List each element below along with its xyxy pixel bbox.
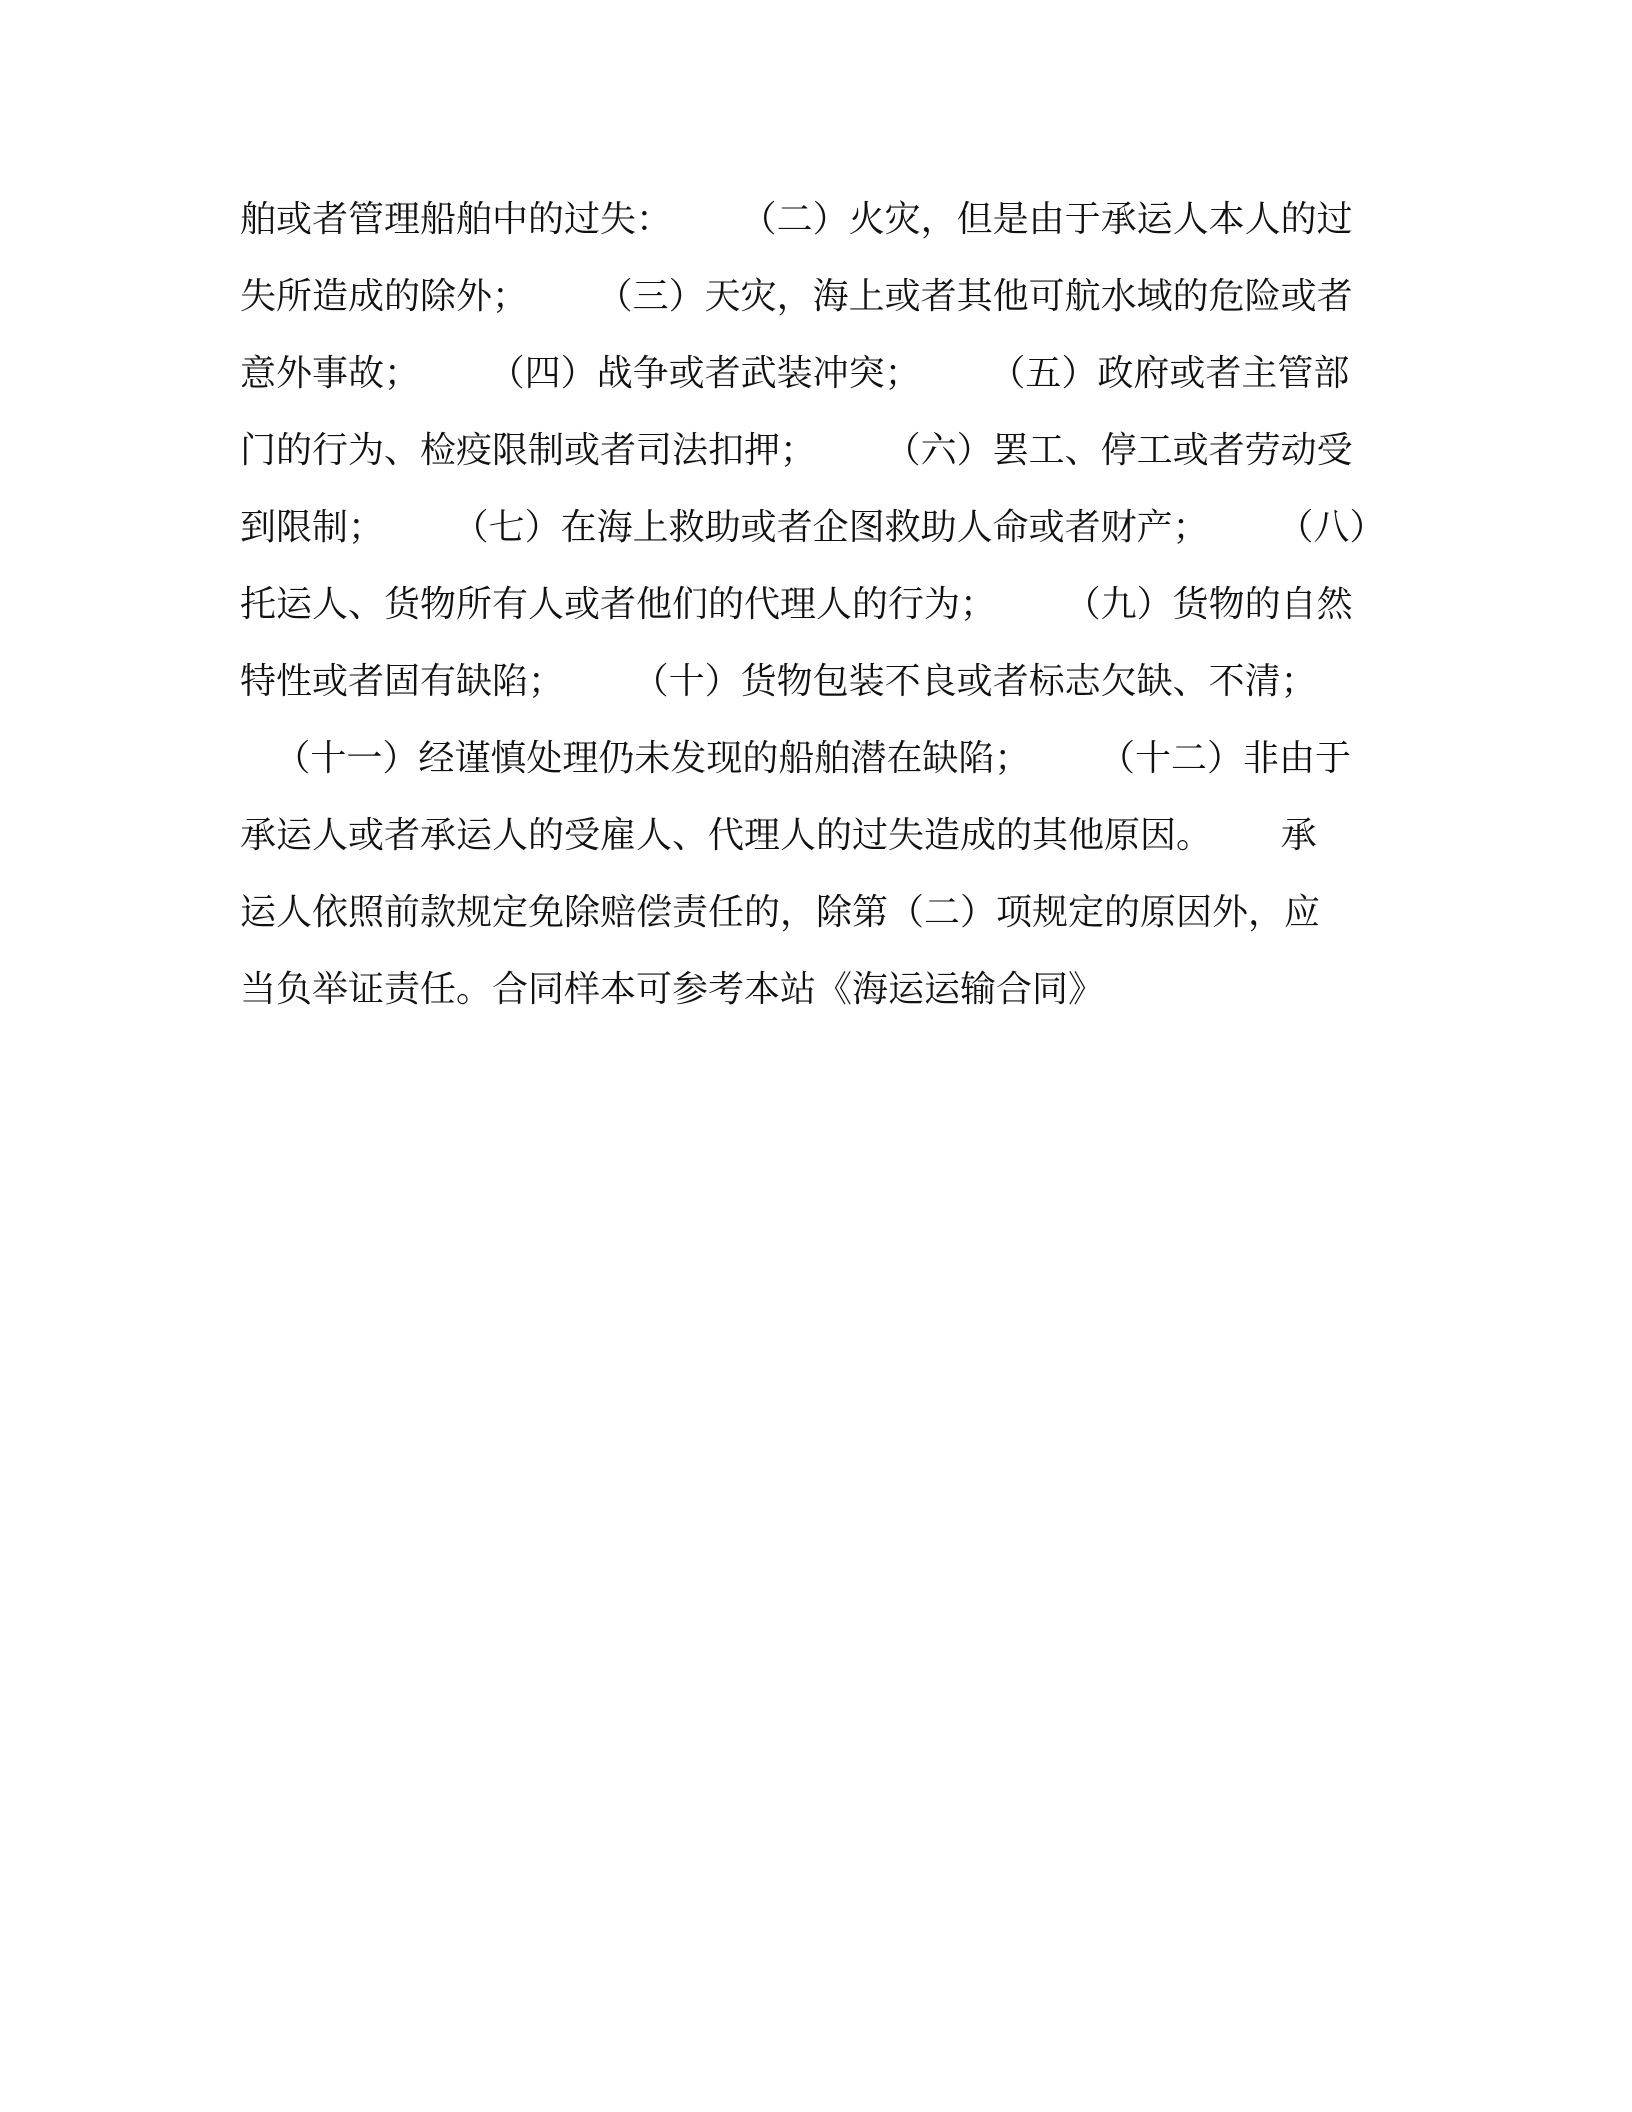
- text-line: 门的行为、检疫限制或者司法扣押； （六）罢工、停工或者劳动受: [240, 430, 1353, 471]
- text-line: （十一）经谨慎处理仍未发现的船舶潜在缺陷； （十二）非由于: [240, 738, 1351, 779]
- body-text: [240, 190, 1400, 1037]
- text-line: 失所造成的除外； （三）天灾，海上或者其他可航水域的危险或者: [240, 276, 1353, 317]
- text-line: 承运人或者承运人的受雇人、代理人的过失造成的其他原因。 承: [240, 815, 1317, 856]
- text-line: 意外事故； （四）战争或者武装冲突； （五）政府或者主管部: [240, 353, 1350, 394]
- text-line: 到限制； （七）在海上救助或者企图救助人命或者财产； （八）: [240, 507, 1386, 548]
- text-line: 舶或者管理船舶中的过失： （二）火灾，但是由于承运人本人的过: [240, 199, 1353, 240]
- text-line: 特性或者固有缺陷； （十）货物包装不良或者标志欠缺、不清；: [240, 661, 1317, 702]
- text-line: 运人依照前款规定免除赔偿责任的，除第（二）项规定的原因外，应: [240, 892, 1321, 933]
- text-line: 托运人、货物所有人或者他们的代理人的行为； （九）货物的自然: [240, 584, 1353, 625]
- text-line: 当负举证责任。合同样本可参考本站《海运运输合同》: [240, 969, 1105, 1010]
